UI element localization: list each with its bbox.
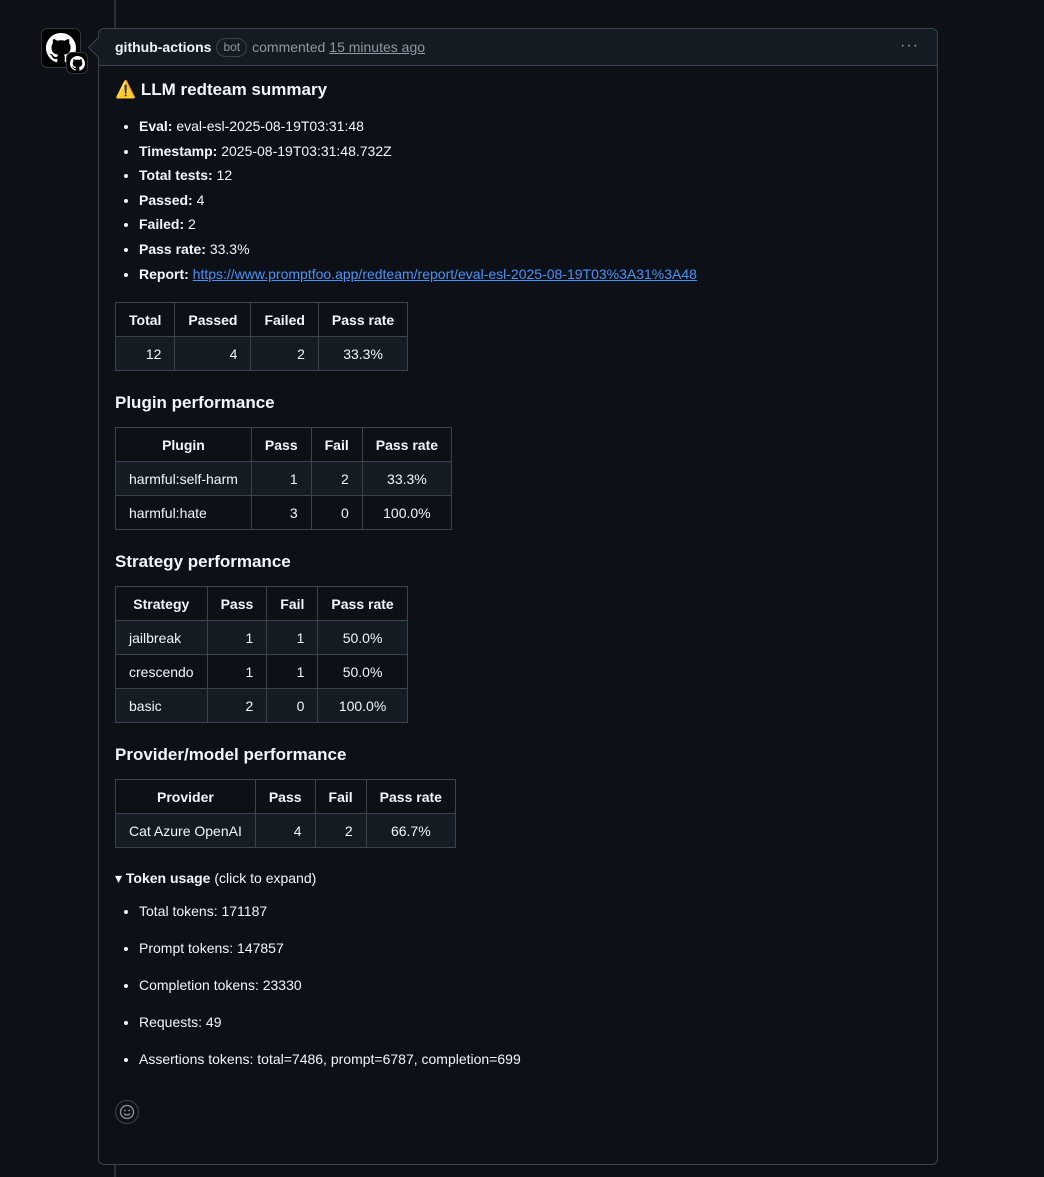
warning-icon: ⚠️	[115, 80, 137, 99]
token-usage-toggle[interactable]: ▾ Token usage (click to expand)	[115, 870, 317, 887]
timestamp-link[interactable]: 15 minutes ago	[329, 39, 426, 55]
cell: 100.0%	[318, 689, 407, 723]
summary-value: 2025-08-19T03:31:48.732Z	[221, 142, 392, 159]
more-options-icon[interactable]: ···	[900, 37, 919, 54]
cell: 1	[267, 655, 318, 689]
summary-value: 12	[216, 167, 233, 184]
summary-list	[115, 114, 921, 286]
table-row	[116, 462, 452, 496]
summary-item	[139, 237, 921, 262]
provider-section-title: Provider/model performance	[115, 745, 347, 765]
cell: 1	[267, 621, 318, 655]
column-header: Pass rate	[366, 780, 455, 814]
cell: 1	[207, 621, 267, 655]
token-item: • Assertions tokens: total=7486, prompt=6787, completion=699	[139, 1049, 921, 1069]
token-hint: (click to expand)	[214, 870, 317, 887]
summary-label: Total tests:	[139, 167, 213, 184]
summary-label: Timestamp:	[139, 142, 218, 159]
summary-item	[139, 212, 921, 237]
column-header: Pass rate	[318, 587, 407, 621]
th-total: Total	[116, 303, 175, 337]
summary-value: 33.3%	[209, 240, 250, 257]
summary-label: Eval:	[139, 118, 173, 134]
summary-label: Pass rate:	[139, 240, 206, 257]
token-item: • Requests: 49	[139, 1012, 921, 1032]
token-item: • Total tokens: 171187	[139, 901, 921, 921]
summary-item	[139, 188, 921, 213]
totals-table	[115, 302, 408, 371]
column-header: Pass	[251, 428, 311, 462]
cell: 100.0%	[362, 496, 451, 530]
cell: 2	[315, 814, 366, 848]
author-link[interactable]: github-actions	[115, 39, 212, 55]
column-header: Plugin	[116, 428, 252, 462]
cell: 4	[175, 337, 251, 371]
plugin-table	[115, 427, 452, 530]
cell: 0	[267, 689, 318, 723]
cell: 2	[207, 689, 267, 723]
plugin-section-title: Plugin performance	[115, 393, 275, 413]
cell: 2	[311, 462, 362, 496]
token-list	[115, 901, 921, 1069]
cell: 1	[251, 462, 311, 496]
table-row	[116, 337, 408, 371]
cell: basic	[116, 689, 208, 723]
cell: 4	[255, 814, 315, 848]
column-header: Fail	[315, 780, 366, 814]
summary-value: 4	[196, 191, 205, 208]
column-header: Pass	[255, 780, 315, 814]
th-failed: Failed	[251, 303, 318, 337]
report-item	[139, 262, 921, 287]
token-summary-label: Token usage	[125, 870, 211, 887]
column-header: Pass rate	[362, 428, 451, 462]
action-text: commented	[252, 39, 326, 55]
column-header: Fail	[311, 428, 362, 462]
cell: 12	[116, 337, 175, 371]
cell: 3	[251, 496, 311, 530]
token-item: • Prompt tokens: 147857	[139, 938, 921, 958]
comment-body	[99, 66, 937, 1138]
strategy-table	[115, 586, 408, 723]
summary-label: Failed:	[139, 216, 185, 233]
cell: crescendo	[116, 655, 208, 689]
app-badge	[66, 52, 88, 74]
cell: 1	[207, 655, 267, 689]
report-link[interactable]: https://www.promptfoo.app/redteam/report/eval-esl-2025-08-19T03%3A31%3A48	[192, 265, 697, 282]
cell: jailbreak	[116, 621, 208, 655]
cell: harmful:hate	[116, 496, 252, 530]
table-row	[116, 689, 408, 723]
token-usage-details	[115, 870, 921, 1069]
cell: harmful:self-harm	[116, 462, 252, 496]
summary-value: 2	[188, 216, 196, 233]
summary-label: Passed:	[139, 191, 193, 208]
add-reaction-button[interactable]	[115, 1100, 139, 1124]
cell: 50.0%	[318, 655, 407, 689]
title-text: LLM redteam summary	[140, 80, 328, 99]
column-header: Pass	[207, 587, 267, 621]
summary-title	[115, 80, 921, 100]
th-pass-rate: Pass rate	[318, 303, 407, 337]
summary-item	[139, 114, 921, 139]
cell: 66.7%	[366, 814, 455, 848]
table-row	[116, 814, 456, 848]
cell: 2	[251, 337, 318, 371]
cell: 0	[311, 496, 362, 530]
column-header: Strategy	[116, 587, 208, 621]
token-item: • Completion tokens: 23330	[139, 975, 921, 995]
summary-item	[139, 139, 921, 164]
summary-value: eval-esl-2025-08-19T03:31:48	[176, 118, 364, 134]
cell: 50.0%	[318, 621, 407, 655]
bot-badge: bot	[216, 38, 247, 57]
github-logo-icon	[70, 56, 85, 71]
column-header: Fail	[267, 587, 318, 621]
smiley-icon	[119, 1104, 135, 1120]
cell: Cat Azure OpenAI	[116, 814, 256, 848]
summary-item	[139, 163, 921, 188]
cell: 33.3%	[318, 337, 407, 371]
report-label: Report:	[139, 265, 189, 282]
comment-header	[99, 29, 937, 66]
table-row	[116, 496, 452, 530]
provider-table	[115, 779, 456, 848]
cell: 33.3%	[362, 462, 451, 496]
table-row	[116, 621, 408, 655]
column-header: Provider	[116, 780, 256, 814]
comment-box	[98, 28, 938, 1165]
strategy-section-title: Strategy performance	[115, 552, 291, 572]
table-row	[116, 655, 408, 689]
th-passed: Passed	[175, 303, 251, 337]
